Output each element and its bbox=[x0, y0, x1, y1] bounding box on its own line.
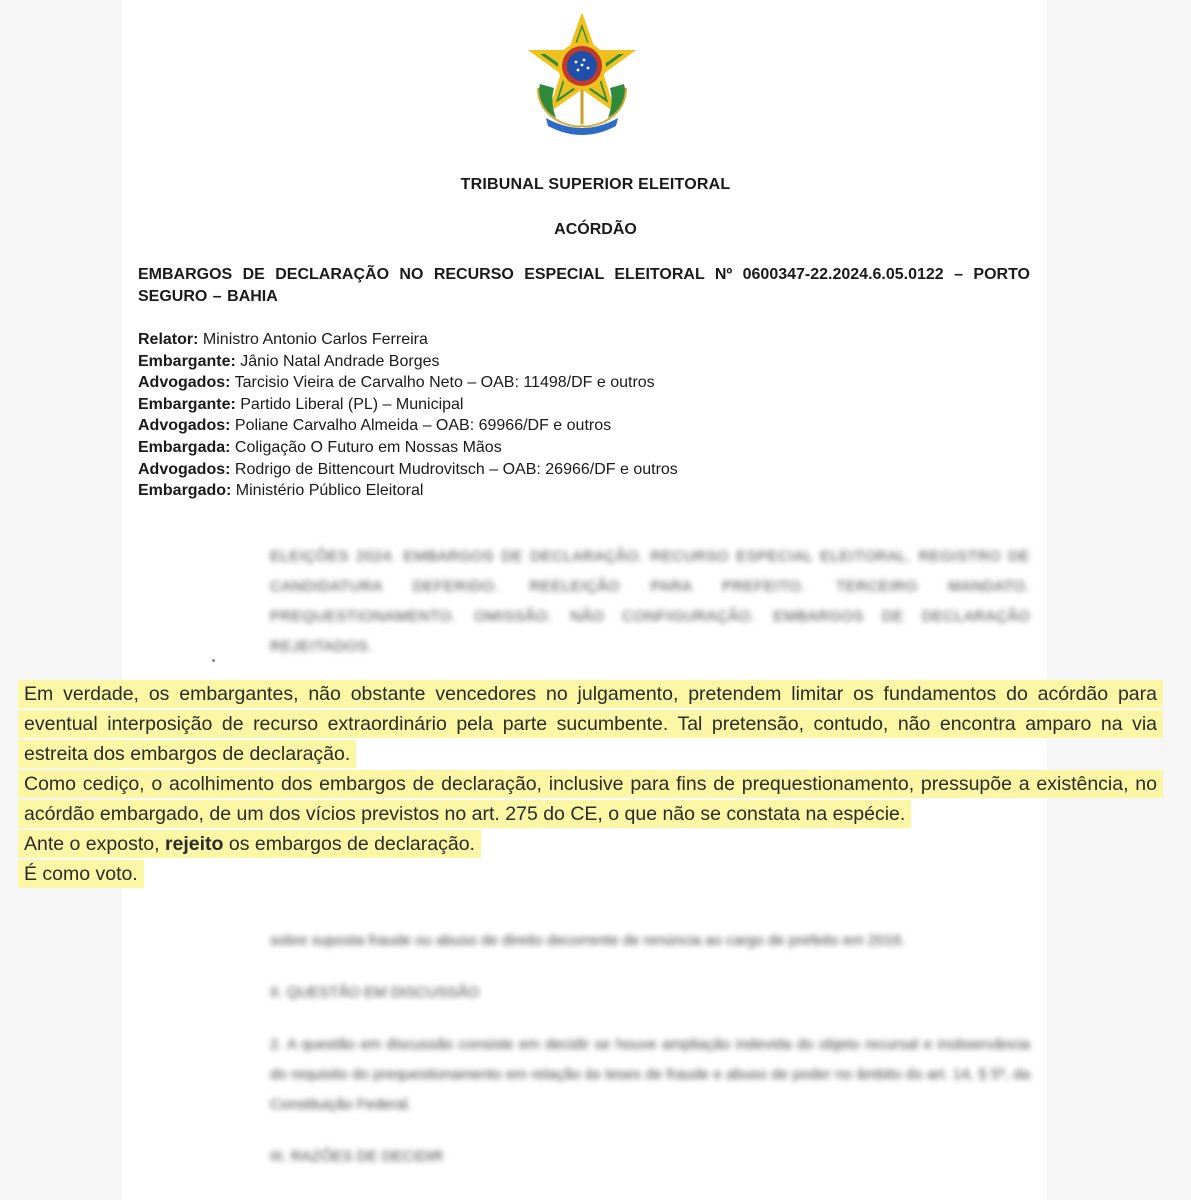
party-row bbox=[138, 415, 1018, 437]
party-row bbox=[138, 351, 1018, 373]
blurred-paragraph: III. RAZÕES DE DECIDIR bbox=[270, 1148, 444, 1165]
party-row bbox=[138, 372, 1018, 394]
party-role: Embargante: bbox=[138, 395, 236, 413]
blurred-paragraph: II. QUESTÃO EM DISCUSSÃO bbox=[270, 984, 480, 1001]
party-name: Rodrigo de Bittencourt Mudrovitsch – OAB: 26966/DF e outros bbox=[234, 460, 678, 478]
party-name: Tarcisio Vieira de Carvalho Neto – OAB: 11498/DF e outros bbox=[234, 374, 655, 392]
highlighted-paragraph bbox=[18, 859, 1163, 889]
highlighted-excerpt bbox=[18, 679, 1163, 889]
blurred-ementa: ELEIÇÕES 2024. EMBARGOS DE DECLARAÇÃO. RECURSO ESPECIAL ELEITORAL. REGISTRO DE CANDIDATURA DEFERIDO. REELEIÇÃO PARA PREFEITO. TERCEIRO MANDATO. PREQUESTIONAMENTO. OMISSÃO. NÃO CONFIGURAÇÃO. EMBARGOS DE DECLARAÇÃO REJEITADOS. bbox=[270, 548, 1030, 655]
party-name: Coligação O Futuro em Nossas Mãos bbox=[234, 438, 502, 456]
highlighted-paragraph bbox=[18, 769, 1163, 829]
party-role: Advogados: bbox=[138, 460, 231, 478]
highlighted-text: Em verdade, os embargantes, não obstante vencedores no julgamento, pretendem limitar os fundamentos do acórdão para eventual interposição de recurso extraordinário pela parte sucumbente. Tal pretensão, contudo, não encontra amparo na via estreita dos embargos de declaração. bbox=[18, 680, 1163, 768]
brazil-coat-of-arms-icon bbox=[526, 14, 638, 136]
highlighted-text: Como cediço, o acolhimento dos embargos de declaração, inclusive para fins de prequestionamento, pressupõe a existência, no acórdão embargado, de um dos vícios previstos no art. 275 do CE, o que não se constata na espécie. bbox=[18, 770, 1163, 828]
party-name: Jânio Natal Andrade Borges bbox=[240, 352, 440, 370]
highlighted-text: É como voto. bbox=[18, 860, 144, 888]
party-role: Advogados: bbox=[138, 374, 231, 392]
party-role: Embargante: bbox=[138, 352, 236, 370]
party-row bbox=[138, 329, 1018, 351]
party-role: Embargado: bbox=[138, 482, 232, 500]
blurred-paragraph: 2. A questão em discussão consiste em decidir se houve ampliação indevida do objeto recursal e inobservância do requisito do prequestionamento em relação às teses de fraude e abuso de poder no âmbito do art. 14, § 5º, da Constituição Federal. bbox=[270, 1036, 1030, 1113]
party-row bbox=[138, 394, 1018, 416]
blurred-paragraph: sobre suposta fraude ou abuso de direito decorrente de renúncia ao cargo de prefeito em 2016. bbox=[270, 932, 906, 949]
stray-mark bbox=[212, 659, 215, 662]
case-title: EMBARGOS DE DECLARAÇÃO NO RECURSO ESPECIAL ELEITORAL Nº 0600347-22.2024.6.05.0122 – PORTO SEGURO – BAHIA bbox=[138, 266, 1030, 305]
court-name: TRIBUNAL SUPERIOR ELEITORAL bbox=[460, 176, 731, 193]
party-role: Advogados: bbox=[138, 417, 231, 435]
highlighted-paragraph bbox=[18, 679, 1163, 769]
highlighted-paragraph bbox=[18, 829, 1163, 859]
party-role: Relator: bbox=[138, 331, 199, 348]
party-name: Ministério Público Eleitoral bbox=[235, 482, 424, 500]
party-name: Partido Liberal (PL) – Municipal bbox=[240, 395, 464, 413]
conclusion-text: Ante o exposto, bbox=[24, 833, 165, 855]
parties-list bbox=[138, 329, 1018, 502]
document-type-title: ACÓRDÃO bbox=[554, 221, 637, 238]
party-row bbox=[138, 437, 1018, 459]
blurred-continuation bbox=[270, 926, 1030, 1194]
party-name: Poliane Carvalho Almeida – OAB: 69966/DF e outros bbox=[234, 417, 612, 435]
highlighted-text bbox=[18, 830, 481, 858]
party-name: Ministro Antonio Carlos Ferreira bbox=[202, 331, 428, 348]
conclusion-text-end: os embargos de declaração. bbox=[223, 833, 475, 855]
party-role: Embargada: bbox=[138, 438, 231, 456]
party-row bbox=[138, 459, 1018, 481]
conclusion-verdict: rejeito bbox=[164, 833, 224, 855]
party-row bbox=[138, 480, 1018, 502]
